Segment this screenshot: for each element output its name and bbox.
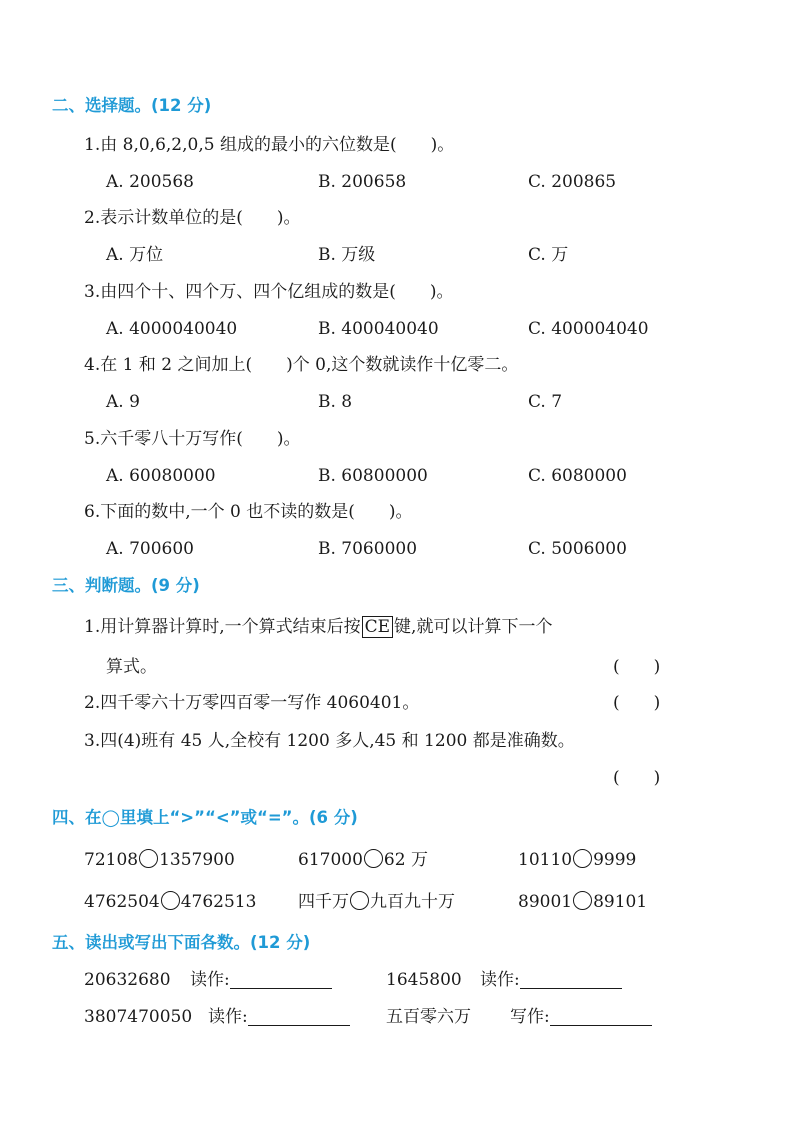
compare-item-3 [518,848,636,872]
q3-option-c: C. 400004040 [528,319,649,339]
judge-1-continuation: 算式。 [106,657,157,677]
question-6-stem: 6.下面的数中,一个 0 也不读的数是( )。 [84,502,413,522]
q2-option-b: B. 万级 [318,245,376,265]
judge-1-text-pre: 1.用计算器计算时,一个算式结束后按 [84,617,361,637]
judge-1-answer-paren[interactable]: ( ) [613,657,661,677]
q4-option-b: B. 8 [318,392,353,412]
question-4-stem: 4.在 1 和 2 之间加上( )个 0,这个数就读作十亿零二。 [84,355,519,375]
question-3-stem: 3.由四个十、四个万、四个亿组成的数是( )。 [84,282,454,302]
read-write-item-2 [386,968,462,992]
ce-key: CE [362,616,393,638]
q2-option-a: A. 万位 [106,245,164,265]
compare-right: 九百九十万 [370,892,455,912]
number: 1645800 [386,970,462,990]
judge-2-stem: 2.四千零六十万零四百零一写作 4060401。 [84,693,420,713]
q3-option-b: B. 400040040 [318,319,439,339]
label: 写作: [510,1007,550,1027]
compare-right: 1357900 [159,850,235,870]
compare-left: 72108 [84,850,139,870]
compare-circle[interactable] [350,891,369,910]
compare-circle[interactable] [364,849,383,868]
read-write-item-4-label [510,1005,652,1029]
q1-option-c: C. 200865 [528,172,617,192]
compare-item-5 [298,890,455,914]
q5-option-a: A. 60080000 [106,466,216,486]
judge-3-answer-paren[interactable]: ( ) [613,768,661,788]
compare-left: 4762504 [84,892,160,912]
q4-option-c: C. 7 [528,392,563,412]
section-2-title: 二、选择题。(12 分) [52,96,212,115]
compare-item-2 [298,848,428,872]
compare-circle[interactable] [161,891,180,910]
compare-right: 9999 [593,850,637,870]
compare-left: 89001 [518,892,573,912]
q6-option-b: B. 7060000 [318,539,418,559]
compare-left: 10110 [518,850,573,870]
compare-circle[interactable] [139,849,158,868]
compare-item-4 [84,890,256,914]
q5-option-c: C. 6080000 [528,466,627,486]
number: 五百零六万 [386,1007,471,1027]
judge-3-stem: 3.四(4)班有 45 人,全校有 1200 多人,45 和 1200 都是准确数。 [84,731,575,751]
label: 读作: [480,970,520,990]
answer-blank[interactable] [520,970,622,989]
compare-item-6 [518,890,647,914]
label: 读作: [190,970,230,990]
compare-right: 62 万 [383,850,428,870]
compare-right: 4762513 [180,892,257,912]
q6-option-c: C. 5006000 [528,539,627,559]
compare-right: 89101 [593,892,648,912]
question-1-stem: 1.由 8,0,6,2,0,5 组成的最小的六位数是( )。 [84,135,455,155]
q5-option-b: B. 60800000 [318,466,428,486]
read-write-item-3 [84,1005,192,1029]
question-5-stem: 5.六千零八十万写作( )。 [84,429,301,449]
compare-item-1 [84,848,235,872]
question-2-stem: 2.表示计数单位的是( )。 [84,208,301,228]
q1-option-b: B. 200658 [318,172,407,192]
section-4-title: 四、在◯里填上“>”“<”或“=”。(6 分) [52,808,358,827]
compare-circle[interactable] [573,891,592,910]
compare-left: 四千万 [298,892,349,912]
read-write-item-4 [386,1005,471,1029]
q1-option-a: A. 200568 [106,172,194,192]
judge-2-answer-paren[interactable]: ( ) [613,693,661,713]
read-write-item-1-label [190,968,332,992]
answer-blank[interactable] [230,970,332,989]
section-5-title: 五、读出或写出下面各数。(12 分) [52,933,311,952]
number: 3807470050 [84,1007,193,1027]
read-write-item-3-label [208,1005,350,1029]
q2-option-c: C. 万 [528,245,569,265]
compare-left: 617000 [298,850,363,870]
answer-blank[interactable] [550,1007,652,1026]
q4-option-a: A. 9 [106,392,140,412]
judge-1-stem [84,615,552,639]
judge-1-text-post: 键,就可以计算下一个 [394,617,553,637]
number: 20632680 [84,970,171,990]
label: 读作: [208,1007,248,1027]
answer-blank[interactable] [248,1007,350,1026]
section-3-title: 三、判断题。(9 分) [52,576,200,595]
read-write-item-2-label [480,968,622,992]
compare-circle[interactable] [573,849,592,868]
read-write-item-1 [84,968,171,992]
q3-option-a: A. 4000040040 [106,319,238,339]
q6-option-a: A. 700600 [106,539,194,559]
